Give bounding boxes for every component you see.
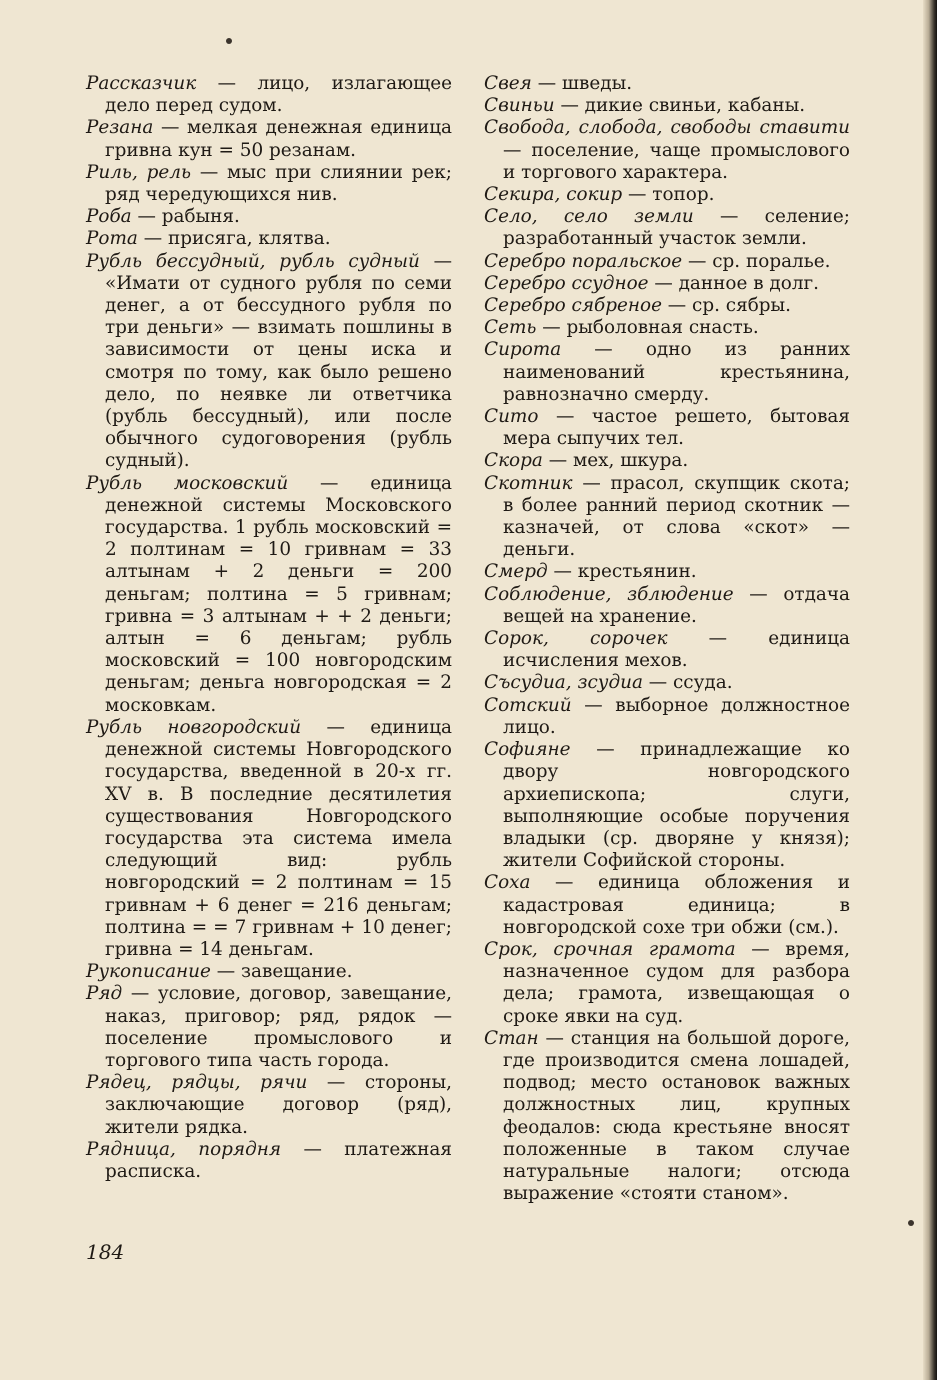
entry-definition: — присяга, клятва.	[137, 228, 331, 250]
entry-term: Сорок, сорочек	[484, 628, 668, 650]
glossary-entry	[484, 95, 850, 117]
entry-definition: — мыс при слиянии рек; ряд чередующихся нив.	[105, 161, 452, 206]
entry-term: Рядница, порядня	[86, 1138, 282, 1160]
entry-definition: — лицо, излагающее дело перед судом.	[105, 73, 452, 117]
entry-term: Ряд	[86, 983, 123, 1005]
glossary-entry	[484, 295, 850, 317]
glossary-entry	[86, 251, 452, 473]
entry-definition: — стороны, заключающие договор (ряд), жители рядка.	[105, 1072, 452, 1138]
entry-definition: — ссуда.	[642, 672, 733, 694]
entry-term: Сирота	[484, 339, 562, 361]
left-column	[86, 73, 452, 1183]
entry-definition: — прасол, скупщик скота; в более ранний период скотник — казначей, от слова «скот» — деньги.	[503, 472, 850, 561]
entry-definition: — поселение, чаще промыслового и торгового характера.	[503, 139, 850, 183]
entry-definition: — единица обложения и кадастровая единица; в новгородской сохе три обжи (см.).	[503, 872, 850, 938]
entry-definition: — единица исчисления мехов.	[503, 628, 851, 672]
entry-definition: — мелкая денежная единица гривна кун = 50 резанам.	[105, 117, 452, 161]
entry-definition: — топор.	[622, 184, 715, 206]
glossary-entry	[86, 206, 452, 228]
glossary-entry	[86, 117, 452, 161]
entry-term: Сеть	[484, 317, 537, 339]
glossary-entry	[484, 251, 850, 273]
glossary-entry	[484, 339, 850, 406]
entry-definition: — рабыня.	[131, 206, 240, 228]
glossary-entry	[484, 473, 850, 562]
entry-definition: — выборное должностное лицо.	[503, 694, 850, 738]
entry-term: Рубль московский	[86, 472, 289, 494]
glossary-entry	[86, 162, 452, 206]
right-column	[484, 73, 850, 1205]
entry-definition: — отдача вещей на хранение.	[503, 583, 850, 627]
entry-term: Свобода, слобода, свободы ставити	[484, 117, 850, 139]
entry-definition: — одно из ранних наименований крестьянина, равнозначно смерду.	[503, 339, 850, 405]
glossary-entry	[484, 584, 850, 628]
entry-term: Сотский	[484, 694, 572, 716]
entry-definition: — шведы.	[531, 73, 633, 94]
entry-term: Риль, рель	[86, 161, 191, 183]
glossary-entry	[484, 739, 850, 872]
entry-definition: — рыболовная снасть.	[536, 317, 759, 339]
entry-term: Сито	[484, 406, 539, 428]
entry-definition: — селение; разработанный участок земли.	[503, 206, 850, 250]
entry-definition: — условие, договор, завещание, наказ, приговор; ряд, рядок — поселение промыслового и торгового типа часть города.	[105, 983, 452, 1071]
glossary-entry	[86, 1139, 452, 1183]
entry-definition: — «Имати от судного рубля по семи денег, а от бессудного рубля по три деньги» — взимать пошлины в зависимости от цены иска и смотря по тому, как было решено дело, по неявке ли ответчика (рубль бессудный), или после обычного судоговорения (рубль судный).	[105, 250, 452, 472]
glossary-entry	[484, 73, 850, 95]
glossary-entry	[86, 73, 452, 117]
entry-term: Смерд	[484, 561, 548, 583]
glossary-entry	[484, 317, 850, 339]
entry-term: Соха	[484, 872, 531, 894]
glossary-entry	[86, 961, 452, 983]
entry-definition: — ср. сябры.	[661, 295, 792, 317]
entry-term: Софияне	[484, 739, 571, 761]
entry-definition: — платежная расписка.	[105, 1138, 452, 1182]
glossary-entry	[484, 695, 850, 739]
entry-term: Секира, сокир	[484, 184, 623, 206]
entry-term: Съсудиа, зсудиа	[484, 672, 643, 694]
entry-term: Рубль новгородский	[86, 716, 302, 738]
entry-definition: — время, назначенное судом для разбора дела; грамота, извещающая о сроке явки на суд.	[503, 938, 850, 1027]
entry-definition: — единица денежной системы Московского государства. 1 рубль московский = 2 полтинам = 10 гривнам = 33 алтынам + 2 деньги = 200 деньгам; полтина = 5 гривнам; гривна = 3 алтынам + + 2 деньги; алтын = 6 деньгам; рубль московский = 100 новгородским деньгам; деньга новгородская = 2 московкам.	[105, 472, 452, 716]
entry-definition: — ср. поралье.	[682, 250, 831, 272]
entry-definition: — принадлежащие ко двору новгородского архиепископа; слуги, выполняющие особые поручения владыки (ср. дворяне у князя); жители Софийской стороны.	[503, 739, 850, 872]
glossary-entry	[484, 939, 850, 1028]
entry-definition: — данное в долг.	[648, 272, 819, 294]
page-edge-shadow	[923, 0, 937, 1380]
glossary-entry	[484, 628, 850, 672]
glossary-entry	[86, 983, 452, 1072]
entry-term: Соблюдение, зблюдение	[484, 583, 734, 605]
glossary-entry	[484, 184, 850, 206]
entry-term: Рубль бессудный, рубль судный	[86, 250, 420, 272]
entry-definition: — единица денежной системы Новгородского государства, введенной в 20-х гг. XV в. В последние десятилетия существования Новгородского государства эта система имела следующий вид: рубль новгородский = 2 полтинам = 15 гривнам + 6 денег = 216 деньгам; полтина = = 7 гривнам + 10 денег; гривна = 14 деньгам.	[105, 716, 452, 960]
glossary-entry	[484, 206, 850, 250]
glossary-entry	[86, 473, 452, 717]
entry-term: Свиньи	[484, 95, 555, 117]
glossary-entry	[484, 273, 850, 295]
glossary-entry	[86, 1072, 452, 1139]
entry-term: Рота	[86, 228, 138, 250]
glossary-entry	[484, 561, 850, 583]
glossary-entry	[484, 672, 850, 694]
glossary-entry	[484, 406, 850, 450]
page-number: 184	[86, 1240, 125, 1264]
entry-term: Село, село земли	[484, 206, 694, 228]
entry-definition: — частое решето, бытовая мера сыпучих тел.	[503, 406, 850, 450]
entry-definition: — завещание.	[210, 961, 353, 983]
entry-term: Серебро поральское	[484, 250, 683, 272]
ink-speck	[226, 38, 232, 44]
entry-definition: — крестьянин.	[547, 561, 697, 583]
entry-term: Серебро сябреное	[484, 295, 662, 317]
entry-definition: — мех, шкура.	[542, 450, 689, 472]
entry-term: Серебро ссудное	[484, 272, 649, 294]
entry-term: Роба	[86, 206, 132, 228]
entry-term: Рядец, рядцы, рячи	[86, 1072, 308, 1094]
entry-term: Рукописание	[86, 961, 211, 983]
glossary-entry	[484, 117, 850, 184]
glossary-entry	[484, 872, 850, 939]
glossary-entry	[484, 450, 850, 472]
ink-speck	[908, 1220, 914, 1226]
entry-term: Скора	[484, 450, 543, 472]
entry-definition: — станция на большой дороге, где производится смена лошадей, подвод; место остановок важных должностных лиц, крупных феодалов: сюда крестьяне вносят положенные в таком случае натуральные налоги; отсюда выражение «стояти станом».	[503, 1027, 850, 1205]
entry-term: Резана	[86, 117, 154, 139]
glossary-entry	[86, 228, 452, 250]
entry-term: Свея	[484, 73, 532, 94]
glossary-entry	[484, 1028, 850, 1206]
glossary-entry	[86, 717, 452, 961]
entry-term: Скотник	[484, 472, 573, 494]
entry-term: Срок, срочная грамота	[484, 938, 736, 960]
entry-term: Рассказчик	[86, 73, 197, 94]
entry-term: Стан	[484, 1027, 539, 1049]
entry-definition: — дикие свиньи, кабаны.	[554, 95, 806, 117]
